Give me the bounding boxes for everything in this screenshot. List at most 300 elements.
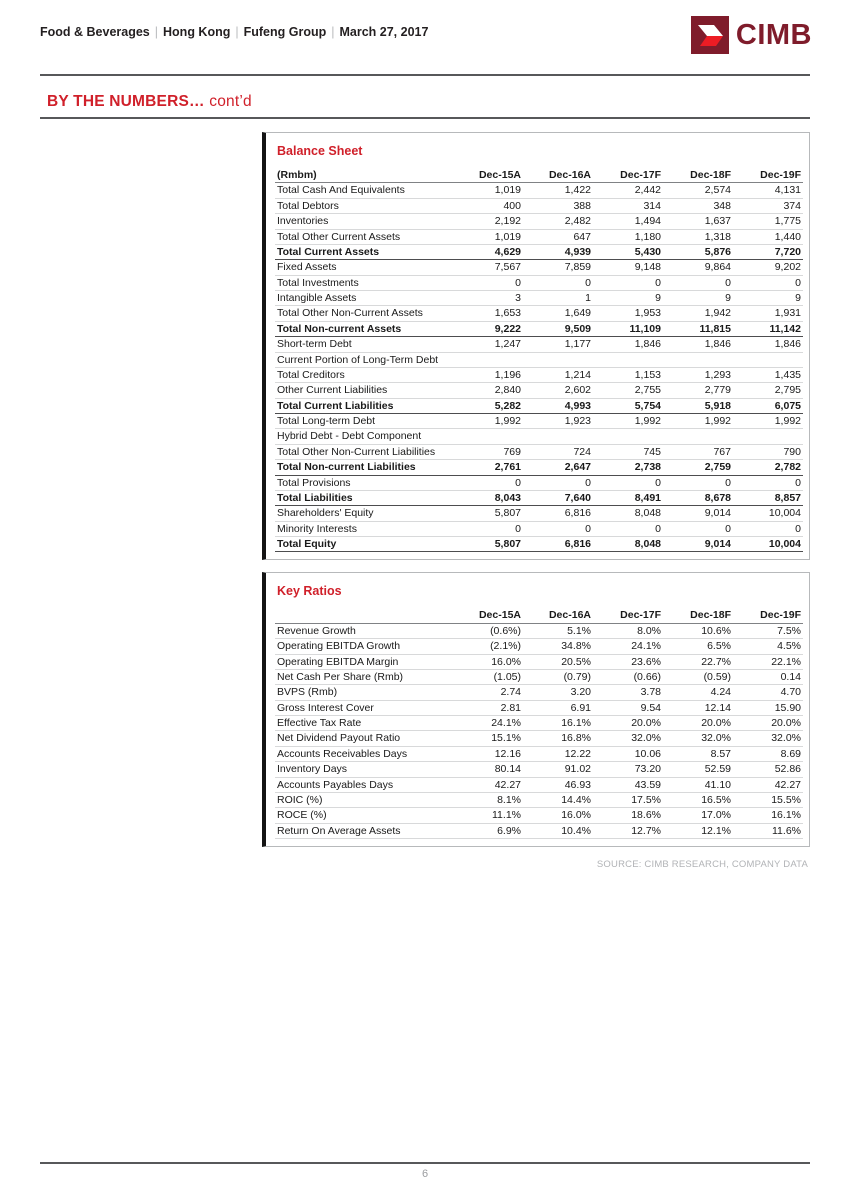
row-value: 6,816 [523,506,593,521]
table-row [275,198,803,213]
table-row [275,244,803,259]
table-row [275,731,803,746]
row-value: 8,048 [593,537,663,552]
row-value: 10.6% [663,623,733,638]
table-row [275,808,803,823]
row-label: Accounts Payables Days [275,777,453,792]
breadcrumb-sector: Food & Beverages [40,25,150,39]
row-value: 14.4% [523,792,593,807]
row-value: 314 [593,198,663,213]
table-row [275,429,803,444]
row-value: 4,131 [733,183,803,198]
row-value: 9,148 [593,260,663,275]
row-label: Net Dividend Payout Ratio [275,731,453,746]
row-value: 1,992 [593,414,663,429]
row-label: Total Liabilities [275,490,453,505]
table-row [275,475,803,490]
row-value: 20.0% [663,716,733,731]
row-value: 1,992 [453,414,523,429]
source-note: SOURCE: CIMB RESEARCH, COMPANY DATA [596,859,808,870]
breadcrumb-region: Hong Kong [163,25,231,39]
row-value: 0 [663,275,733,290]
row-value: 15.5% [733,792,803,807]
row-value: 5,282 [453,398,523,413]
row-value: 2,602 [523,383,593,398]
row-value: 1,440 [733,229,803,244]
row-value: 6.9% [453,823,523,838]
row-value: 12.16 [453,746,523,761]
row-value: 1,214 [523,367,593,382]
table-row [275,352,803,367]
row-value: 7,720 [733,244,803,259]
column-header: Dec-17F [593,168,663,183]
row-value: 8,678 [663,490,733,505]
row-label: Total Current Liabilities [275,398,453,413]
row-value: 5,876 [663,244,733,259]
row-value: 16.0% [523,808,593,823]
row-value: 2,782 [733,460,803,475]
row-value: 32.0% [663,731,733,746]
row-value: 1,318 [663,229,733,244]
row-value: 12.7% [593,823,663,838]
row-value: 80.14 [453,762,523,777]
table-row [275,654,803,669]
row-label: Total Other Current Assets [275,229,453,244]
row-value: 7,859 [523,260,593,275]
row-value: (1.05) [453,669,523,684]
row-value: (0.59) [663,669,733,684]
row-value: 1,846 [663,337,733,352]
row-value: 9,014 [663,506,733,521]
table-row [275,685,803,700]
row-value: 2,482 [523,214,593,229]
row-value: 16.5% [663,792,733,807]
row-value [733,352,803,367]
row-value: 0 [593,275,663,290]
table-row [275,383,803,398]
row-value: 8.1% [453,792,523,807]
row-value: 43.59 [593,777,663,792]
row-value: 2,442 [593,183,663,198]
row-value: 9,014 [663,537,733,552]
row-value: 52.59 [663,762,733,777]
row-value: 9 [593,291,663,306]
row-value: 17.5% [593,792,663,807]
row-value: 8.0% [593,623,663,638]
row-label: Other Current Liabilities [275,383,453,398]
row-value: 22.1% [733,654,803,669]
row-value: 9,202 [733,260,803,275]
row-value: 17.0% [663,808,733,823]
breadcrumb [40,16,428,39]
row-value: 0 [733,275,803,290]
row-value: 2,759 [663,460,733,475]
row-value: 22.7% [663,654,733,669]
row-label: ROCE (%) [275,808,453,823]
balance-sheet-title: Balance Sheet [277,144,363,158]
breadcrumb-company: Fufeng Group [243,25,327,39]
row-value: 374 [733,198,803,213]
row-label: Gross Interest Cover [275,700,453,715]
row-value: 1,435 [733,367,803,382]
row-value: 4.70 [733,685,803,700]
row-value: 1,494 [593,214,663,229]
row-value: 8,043 [453,490,523,505]
row-label: Total Cash And Equivalents [275,183,453,198]
section-title-suffix: cont’d [209,93,252,110]
cimb-logo-text: CIMB [735,18,812,51]
table-row [275,537,803,552]
table-row [275,291,803,306]
key-ratios-box [262,572,810,847]
row-value: 5,807 [453,506,523,521]
table-row [275,746,803,761]
page-header [0,0,850,60]
row-value: 11.1% [453,808,523,823]
row-value: 5,430 [593,244,663,259]
row-label: Inventory Days [275,762,453,777]
row-value: 1,153 [593,367,663,382]
row-value: 8,048 [593,506,663,521]
breadcrumb-date: March 27, 2017 [339,25,429,39]
row-value: 6,075 [733,398,803,413]
row-value: 0 [453,521,523,536]
table-row [275,777,803,792]
table-row [275,414,803,429]
page-number: 6 [421,1168,429,1180]
row-value: 42.27 [453,777,523,792]
row-value: 790 [733,444,803,459]
row-label: Current Portion of Long-Term Debt [275,352,453,367]
row-value: 1,846 [593,337,663,352]
row-value: 10.06 [593,746,663,761]
row-value: 1,019 [453,229,523,244]
row-value: 46.93 [523,777,593,792]
table-row [275,321,803,336]
table-row [275,506,803,521]
row-value: 2,779 [663,383,733,398]
breadcrumb-separator: | [331,25,335,39]
row-value: 1,247 [453,337,523,352]
table-row [275,275,803,290]
table-row [275,623,803,638]
row-value: 11,109 [593,321,663,336]
row-value: 1,019 [453,183,523,198]
row-label: Total Creditors [275,367,453,382]
title-divider [40,117,810,119]
balance-sheet-table [275,168,803,552]
row-value: 4.5% [733,639,803,654]
row-label: Total Debtors [275,198,453,213]
row-value [593,429,663,444]
row-value: 2.81 [453,700,523,715]
row-value: 769 [453,444,523,459]
row-value: 18.6% [593,808,663,823]
column-header: Dec-19F [733,608,803,623]
row-label: Minority Interests [275,521,453,536]
row-value: 388 [523,198,593,213]
row-value: 8,857 [733,490,803,505]
row-value [453,352,523,367]
row-value: 5.1% [523,623,593,638]
header-divider [40,74,810,76]
row-value: (2.1%) [453,639,523,654]
row-value: 1,196 [453,367,523,382]
row-value: 0 [593,521,663,536]
row-value: 10,004 [733,537,803,552]
row-value: 1,180 [593,229,663,244]
row-value: 9.54 [593,700,663,715]
row-value: 1 [523,291,593,306]
row-value: 1,637 [663,214,733,229]
row-label: Accounts Receivables Days [275,746,453,761]
row-value: 4,629 [453,244,523,259]
row-label: Total Equity [275,537,453,552]
row-value: 7,640 [523,490,593,505]
row-value: (0.79) [523,669,593,684]
row-value: 24.1% [453,716,523,731]
row-value: 10.4% [523,823,593,838]
row-value: 2,647 [523,460,593,475]
row-value: (0.6%) [453,623,523,638]
row-value: 2.74 [453,685,523,700]
unit-label [275,608,453,623]
row-label: Return On Average Assets [275,823,453,838]
row-value: 16.1% [523,716,593,731]
row-value [733,429,803,444]
table-row [275,337,803,352]
row-value: 7.5% [733,623,803,638]
table-row [275,823,803,838]
table-row [275,229,803,244]
row-value: 52.86 [733,762,803,777]
row-value: 4.24 [663,685,733,700]
row-value: 0 [523,275,593,290]
table-row [275,762,803,777]
row-value: 42.27 [733,777,803,792]
row-value: 6.5% [663,639,733,654]
table-row [275,260,803,275]
column-header: Dec-16A [523,168,593,183]
row-value: 8.57 [663,746,733,761]
row-value: 767 [663,444,733,459]
row-value: 1,293 [663,367,733,382]
row-label: Hybrid Debt - Debt Component [275,429,453,444]
row-value: 34.8% [523,639,593,654]
row-label: ROIC (%) [275,792,453,807]
row-value: 12.22 [523,746,593,761]
row-value: 15.1% [453,731,523,746]
row-value: 41.10 [663,777,733,792]
row-label: Short-term Debt [275,337,453,352]
column-header: Dec-17F [593,608,663,623]
row-value: 4,993 [523,398,593,413]
cimb-logo-icon [691,16,729,54]
row-label: Net Cash Per Share (Rmb) [275,669,453,684]
row-value: 400 [453,198,523,213]
key-ratios-title: Key Ratios [277,584,342,599]
row-value: 0 [733,475,803,490]
row-value: 4,939 [523,244,593,259]
column-header: Dec-15A [453,168,523,183]
table-row [275,639,803,654]
row-value: 1,177 [523,337,593,352]
row-label: BVPS (Rmb) [275,685,453,700]
row-value: 20.5% [523,654,593,669]
row-value: 9,864 [663,260,733,275]
row-value: 745 [593,444,663,459]
row-value [523,352,593,367]
key-ratios-table [275,608,803,839]
section-title [47,93,810,111]
row-value: (0.66) [593,669,663,684]
row-value: 11.6% [733,823,803,838]
table-row [275,398,803,413]
row-value: 24.1% [593,639,663,654]
row-label: Operating EBITDA Growth [275,639,453,654]
row-label: Total Investments [275,275,453,290]
row-value: 1,992 [663,414,733,429]
row-value: 3 [453,291,523,306]
column-header: Dec-18F [663,608,733,623]
row-value: 91.02 [523,762,593,777]
row-value: 1,653 [453,306,523,321]
row-value: 647 [523,229,593,244]
row-value: 9,509 [523,321,593,336]
row-value: 8.69 [733,746,803,761]
row-value: 8,491 [593,490,663,505]
table-header-row [275,608,803,623]
row-value: 11,815 [663,321,733,336]
row-value: 0 [593,475,663,490]
row-label: Revenue Growth [275,623,453,638]
row-value: 10,004 [733,506,803,521]
row-label: Intangible Assets [275,291,453,306]
row-value: 11,142 [733,321,803,336]
row-value: 32.0% [593,731,663,746]
row-value [593,352,663,367]
row-value: 16.1% [733,808,803,823]
table-row [275,716,803,731]
row-value: 348 [663,198,733,213]
table-row [275,367,803,382]
table-row [275,444,803,459]
row-value: 9 [663,291,733,306]
row-value: 1,923 [523,414,593,429]
table-row [275,460,803,475]
row-value [663,429,733,444]
row-value: 5,807 [453,537,523,552]
row-value: 724 [523,444,593,459]
row-label: Total Non-current Assets [275,321,453,336]
row-value: 2,574 [663,183,733,198]
row-value: 1,942 [663,306,733,321]
row-label: Operating EBITDA Margin [275,654,453,669]
row-value: 12.1% [663,823,733,838]
row-value: 9,222 [453,321,523,336]
row-value: 1,953 [593,306,663,321]
content-area [262,132,810,870]
row-value: 7,567 [453,260,523,275]
row-value: 5,918 [663,398,733,413]
row-value: 16.8% [523,731,593,746]
row-value: 1,649 [523,306,593,321]
breadcrumb-separator: | [154,25,159,39]
unit-label: (Rmbm) [275,168,453,183]
row-value: 15.90 [733,700,803,715]
row-label: Shareholders' Equity [275,506,453,521]
row-value: 5,754 [593,398,663,413]
row-value: 1,846 [733,337,803,352]
column-header: Dec-19F [733,168,803,183]
row-value: 0 [453,275,523,290]
row-label: Total Long-term Debt [275,414,453,429]
row-value: 2,755 [593,383,663,398]
table-row [275,306,803,321]
row-value: 2,840 [453,383,523,398]
table-row [275,490,803,505]
cimb-logo [691,16,812,54]
footer-divider [40,1162,810,1164]
row-value: 23.6% [593,654,663,669]
row-label: Total Other Non-Current Assets [275,306,453,321]
row-value: 20.0% [733,716,803,731]
section-title-main: BY THE NUMBERS… [47,93,205,110]
row-value: 0 [663,521,733,536]
row-value: 0 [733,521,803,536]
row-value: 0 [523,521,593,536]
row-label: Inventories [275,214,453,229]
row-value: 3.78 [593,685,663,700]
row-value: 1,422 [523,183,593,198]
row-value: 6.91 [523,700,593,715]
row-value: 32.0% [733,731,803,746]
row-value: 3.20 [523,685,593,700]
row-value: 0 [523,475,593,490]
table-row [275,183,803,198]
row-label: Total Current Assets [275,244,453,259]
row-value: 0 [663,475,733,490]
row-label: Fixed Assets [275,260,453,275]
row-value: 2,738 [593,460,663,475]
row-value: 0 [453,475,523,490]
row-value [663,352,733,367]
breadcrumb-separator: | [235,25,239,39]
row-label: Total Non-current Liabilities [275,460,453,475]
row-value: 1,775 [733,214,803,229]
row-value: 73.20 [593,762,663,777]
row-value: 2,795 [733,383,803,398]
row-value: 1,931 [733,306,803,321]
row-value: 2,192 [453,214,523,229]
row-value: 9 [733,291,803,306]
table-row [275,792,803,807]
table-row [275,214,803,229]
row-value: 0.14 [733,669,803,684]
table-header-row [275,168,803,183]
row-label: Total Other Non-Current Liabilities [275,444,453,459]
row-value: 12.14 [663,700,733,715]
balance-sheet-box [262,132,810,560]
row-value: 2,761 [453,460,523,475]
row-value [453,429,523,444]
row-value: 16.0% [453,654,523,669]
column-header: Dec-18F [663,168,733,183]
table-row [275,521,803,536]
row-value: 20.0% [593,716,663,731]
table-row [275,669,803,684]
row-value [523,429,593,444]
